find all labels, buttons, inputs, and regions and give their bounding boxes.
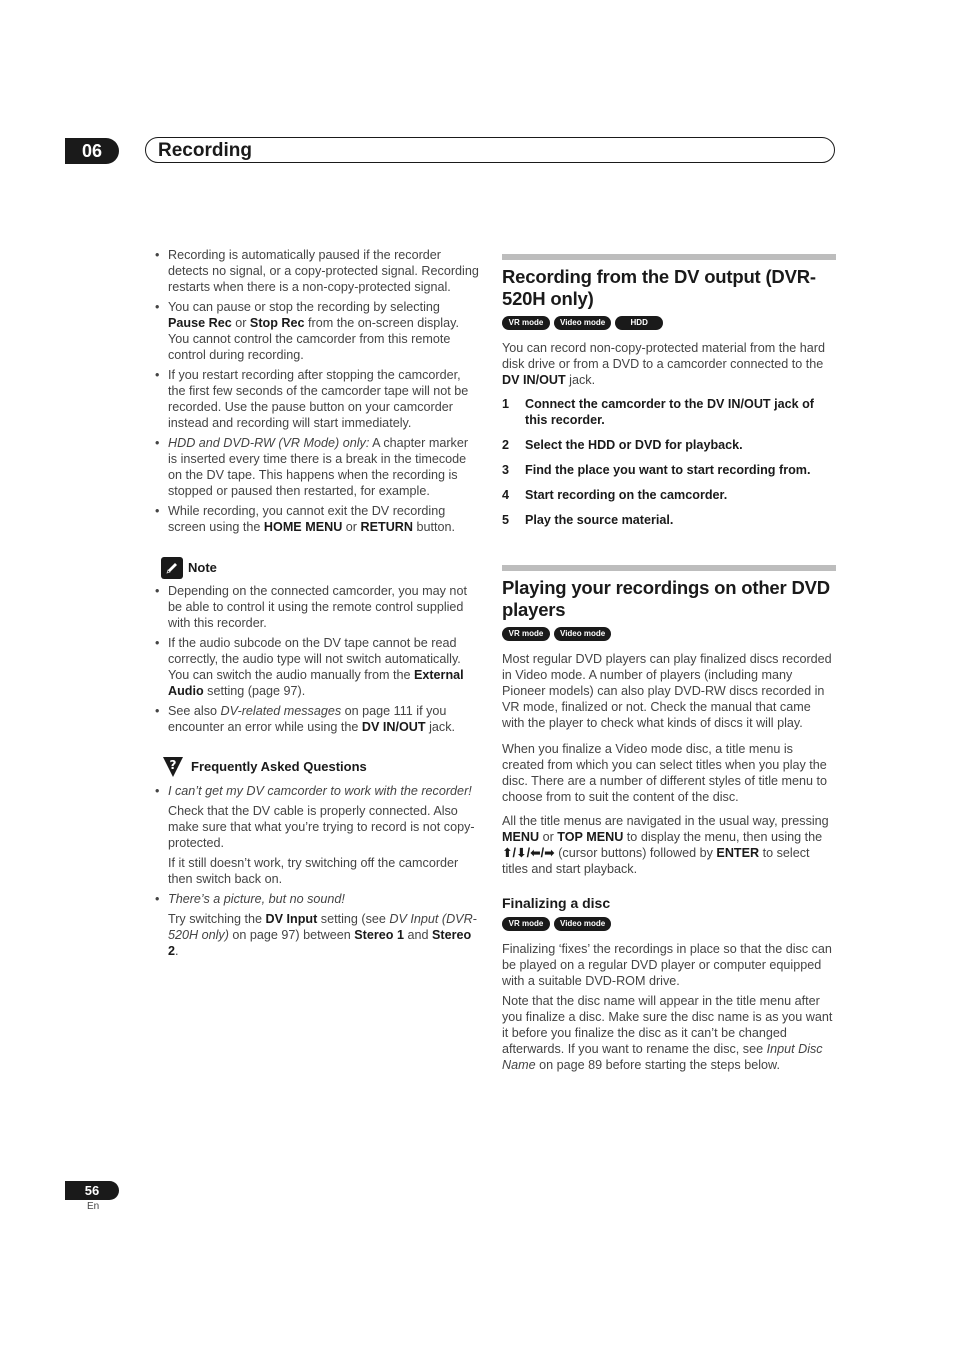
note-heading — [161, 557, 480, 579]
faq-list — [155, 891, 480, 907]
subsection-title: Finalizing a disc — [502, 895, 611, 911]
list-item: • See also DV-related messages on page 111 if you encounter an error while using the DV IN/OUT jack. — [155, 703, 480, 735]
step-item: 5 Play the source material. — [502, 513, 674, 527]
mode-badges — [502, 316, 836, 330]
note-list — [155, 583, 480, 735]
section-intro: You can record non-copy-protected material from the hard disk drive or from a DVD to a camcorder connected to the DV IN/OUT jack. — [502, 341, 825, 387]
paragraph: Note that the disc name will appear in the title menu after you finalize a disc. Make sure the disc name is as you want it before you finalize the disc as it can’t be changed afterwards. If you want to rename the disc, see Input Disc Name on page 89 before starting the steps below. — [502, 994, 833, 1072]
hdd-badge: HDD — [615, 316, 663, 330]
question-shield-icon — [161, 755, 185, 779]
section-title-dv-output: Recording from the DV output (DVR-520H only) — [502, 266, 816, 309]
faq-heading — [161, 755, 480, 779]
note-label: Note — [188, 560, 217, 575]
faq-question: • There’s a picture, but no sound! — [155, 891, 480, 907]
left-column — [155, 247, 480, 963]
list-item: • While recording, you cannot exit the DV recording screen using the HOME MENU or RETURN button. — [155, 503, 480, 535]
page-language: En — [87, 1201, 100, 1212]
faq-answer: If it still doesn’t work, try switching off the camcorder then switch back on. — [168, 856, 459, 886]
steps-list — [502, 396, 836, 528]
faq-list — [155, 783, 480, 799]
list-item: • Depending on the connected camcorder, you may not be able to control it using the remote control supplied with this recorder. — [155, 583, 480, 631]
right-column — [502, 254, 836, 1077]
video-mode-badge: Video mode — [554, 917, 611, 931]
vr-mode-badge: VR mode — [502, 917, 550, 931]
video-mode-badge: Video mode — [554, 627, 611, 641]
section-divider — [502, 565, 836, 571]
step-item: 3 Find the place you want to start recording from. — [502, 463, 811, 477]
mode-badges — [502, 627, 836, 641]
vr-mode-badge: VR mode — [502, 627, 550, 641]
paragraph: Most regular DVD players can play finalized discs recorded in Video mode. A number of players (including many Pioneer models) can also play DVD-RW discs recorded in VR mode, finalized or not. Check the manual that came with the player to check what kinds of discs it will play. — [502, 652, 832, 730]
pencil-icon — [161, 557, 183, 579]
video-mode-badge: Video mode — [554, 316, 611, 330]
step-item: 2 Select the HDD or DVD for playback. — [502, 438, 743, 452]
section-title-other-players: Playing your recordings on other DVD players — [502, 577, 830, 620]
chapter-number: 06 — [65, 138, 119, 164]
recording-notes-list — [155, 247, 480, 535]
vr-mode-badge: VR mode — [502, 316, 550, 330]
step-item: 4 Start recording on the camcorder. — [502, 488, 728, 502]
list-item: • If you restart recording after stopping the camcorder, the first few seconds of the camcorder tape will not be recorded. Use the pause button on your camcorder instead and recording will start immediately. — [155, 367, 480, 431]
chapter-title: Recording — [145, 137, 835, 163]
faq-answer: Try switching the DV Input setting (see DV Input (DVR-520H only) on page 97) between Stereo 1 and Stereo 2. — [168, 912, 477, 958]
mode-badges — [502, 917, 836, 931]
step-item: 1 Connect the camcorder to the DV IN/OUT jack of this recorder. — [502, 397, 815, 427]
paragraph: When you finalize a Video mode disc, a title menu is created from which you can select titles when you play the disc. There are a number of different styles of title menu to choose from to suit the content of the disc. — [502, 742, 828, 804]
list-item: • Recording is automatically paused if the recorder detects no signal, or a copy-protected signal. Recording restarts when there is a non-copy-protected signal. — [155, 247, 480, 295]
section-divider — [502, 254, 836, 260]
svg-text:?: ? — [169, 758, 177, 772]
list-item: • You can pause or stop the recording by selecting Pause Rec or Stop Rec from the on-screen display. You cannot control the camcorder from this remote control during recording. — [155, 299, 480, 363]
faq-label: Frequently Asked Questions — [191, 759, 367, 774]
paragraph: Finalizing ‘fixes’ the recordings in place so that the disc can be played on a regular DVD player or computer equipped with a suitable DVD-ROM drive. — [502, 942, 832, 988]
paragraph: All the title menus are navigated in the usual way, pressing MENU or TOP MENU to display the menu, then using the ⬆/⬇/⬅/➡ (cursor buttons) followed by ENTER to select titles and start playback. — [502, 814, 829, 876]
faq-question: • I can’t get my DV camcorder to work with the recorder! — [155, 783, 480, 799]
list-item: • HDD and DVD-RW (VR Mode) only: A chapter marker is inserted every time there is a break in the timecode on the DV tape. This happens when the recording is stopped or paused then restarted, for example. — [155, 435, 480, 499]
list-item: • If the audio subcode on the DV tape cannot be read correctly, the audio type will not switch automatically. You can switch the audio manually from the External Audio setting (page 97). — [155, 635, 480, 699]
page-number: 56 — [65, 1181, 119, 1200]
faq-answer: Check that the DV cable is properly connected. Also make sure that what you’re trying to record is not copy-protected. — [168, 804, 475, 850]
